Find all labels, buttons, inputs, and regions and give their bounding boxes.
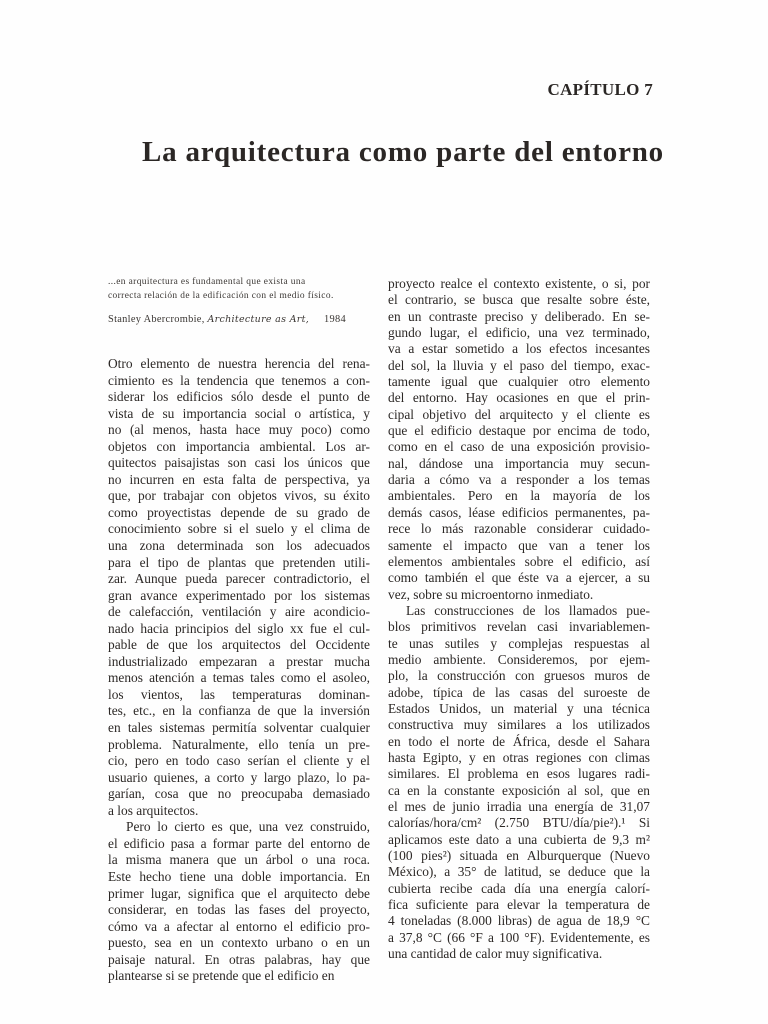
text-line: que, por trabajar con objetos vivos, su éxito xyxy=(108,488,370,504)
text-line: demás casos, léase edificios permanentes, pa- xyxy=(388,504,650,520)
text-line: en todo el norte de África, desde el Sahara xyxy=(388,733,650,749)
text-line: plantearse si se pretende que el edificio en xyxy=(108,968,335,984)
text-line: Otro elemento de nuestra herencia del rena- xyxy=(108,356,370,371)
text-line: no incurren en esta falta de perspectiva, ya xyxy=(108,471,370,487)
text-line: Este hecho tiene una doble importancia. En xyxy=(108,868,370,884)
text-line: elementos ambientales sobre el edificio, así xyxy=(388,553,650,569)
text-line: de calefacción, ventilación y aire acondicio- xyxy=(108,604,370,620)
epigraph-attribution xyxy=(108,313,370,327)
text-line: primer lugar, significa que el arquitecto debe xyxy=(108,885,370,901)
paragraph xyxy=(388,603,650,963)
text-line: blos primitivos revelan casi invariablemen- xyxy=(388,619,650,635)
paragraph xyxy=(108,819,370,984)
right-column-text xyxy=(388,276,650,962)
text-line: el edificio pasa a formar parte del entorno de xyxy=(108,835,370,851)
right-column xyxy=(388,276,650,962)
text-line: la misma manera que un árbol o una roca. xyxy=(108,852,370,868)
epigraph xyxy=(108,275,370,327)
text-line: objetos con importancia ambiental. Los ar- xyxy=(108,438,370,454)
paragraph xyxy=(108,356,370,819)
text-line: va a estar sometido a los efectos incesantes xyxy=(388,341,650,357)
text-line: tes, etc., en la confianza de que la inversión xyxy=(108,703,370,719)
chapter-label: CAPÍTULO 7 xyxy=(547,80,653,99)
text-line: industrializado empezaran a prestar mucha xyxy=(108,653,370,669)
text-line: daria a cómo va a responder a los temas xyxy=(388,472,650,488)
paragraph xyxy=(388,276,650,603)
text-line: plo, la construcción con gruesos muros de xyxy=(388,668,650,684)
text-line: vez, sobre su microentorno inmediato. xyxy=(388,586,594,602)
text-line: cimiento es la tendencia que tenemos a con- xyxy=(108,372,370,388)
epigraph-line: ...en arquitectura es fundamental que exista una xyxy=(108,277,306,287)
text-line: una cantidad de calor muy significativa. xyxy=(388,946,603,962)
text-line: constructiva muy similares a los utilizados xyxy=(388,717,650,733)
text-line: el contrario, se busca que resalte sobre éste, xyxy=(388,292,650,308)
text-line: ca en la constante exposición al sol, que en xyxy=(388,782,650,798)
text-line: conocimiento sobre si el suelo y el clima de xyxy=(108,521,370,537)
text-line: usuario quienes, a corto y largo plazo, lo pa- xyxy=(108,769,370,785)
text-line: Pero lo cierto es que, una vez construido, xyxy=(126,819,370,835)
text-line: cubierta recibe cada día una energía calorí- xyxy=(388,880,650,896)
text-line: para el tipo de plantas que pretenden utili- xyxy=(108,554,370,570)
text-line: gran avance experimentado por los sistemas xyxy=(108,587,370,603)
text-line: una zona determinada son los adecuados xyxy=(108,538,370,554)
text-line: hasta Egipto, y en otras regiones con climas xyxy=(388,749,650,765)
chapter-title: La arquitectura como parte del entorno xyxy=(142,136,664,168)
text-line: pable de que los arquitectos del Occidente xyxy=(108,637,370,653)
text-line: 4 toneladas (8.000 libras) de agua de 18,9 °C xyxy=(388,913,650,929)
text-line: Las construcciones de los llamados pue- xyxy=(406,602,650,618)
text-line: proyecto realce el contexto existente, o si, por xyxy=(388,276,650,291)
text-line: como también el que éste va a ejercer, a su xyxy=(388,570,650,586)
text-line: tamente igual que cualquier otro elemento xyxy=(388,374,650,390)
text-line: nal, dándose una importancia muy secun- xyxy=(388,455,650,471)
text-line: como proyectistas depende de su grado de xyxy=(108,504,370,520)
text-line: el mes de junio irradia una energía de 31,07 xyxy=(388,799,650,814)
text-line: que el edificio destaque por encima de todo, xyxy=(388,423,650,439)
text-line: samente el impacto que van a tener los xyxy=(388,537,650,553)
text-line: cipal objetivo del arquitecto y el cliente es xyxy=(388,406,650,422)
text-line: rece lo más razonable considerar cuidado- xyxy=(388,521,650,537)
epigraph-year: 1984 xyxy=(323,314,346,325)
text-line: menos atención a temas tales como el asoleo, xyxy=(108,670,370,686)
text-line: cio, pero en todo caso serían el cliente y el xyxy=(108,753,370,769)
text-line: medio ambiente. Consideremos, por ejem- xyxy=(388,651,650,667)
left-column-text xyxy=(108,356,370,985)
epigraph-author: Stanley Abercrombie, xyxy=(108,314,205,325)
text-line: quitectos paisajistas son casi los únicos que xyxy=(108,455,370,471)
text-line: adobe, típica de las casas del suroeste de xyxy=(388,684,650,700)
text-line: garían, cosa que no preocupaba demasiado xyxy=(108,786,370,802)
text-line: aplicamos este dato a una cubierta de 9,3 m² xyxy=(388,831,650,847)
text-line: en un contraste preciso y deliberado. En se- xyxy=(388,308,650,324)
text-line: a 37,8 °C (66 °F a 100 °F). Evidentemente, es xyxy=(388,929,650,945)
text-line: a los arquitectos. xyxy=(108,802,199,818)
text-line: gundo lugar, el edificio, una vez terminado, xyxy=(388,325,650,341)
text-line: puesto, sea en un contexto urbano o en un xyxy=(108,935,370,951)
left-column xyxy=(108,275,370,985)
text-line: los vientos, las temperaturas dominan- xyxy=(108,686,370,702)
text-line: Estados Unidos, un material y una técnica xyxy=(388,700,650,716)
text-line: del sol, la lluvia y el paso del tiempo, exac- xyxy=(388,357,650,373)
text-line: zar. Aunque pueda parecer contradictorio, el xyxy=(108,571,370,587)
text-line: vista de su importancia social o artística, y xyxy=(108,405,370,421)
text-line: (100 pies²) situada en Alburquerque (Nuevo xyxy=(388,848,650,864)
text-line: problema. Naturalmente, ello tenía un pre- xyxy=(108,736,370,752)
text-line: similares. El problema en esos lugares radi- xyxy=(388,766,650,782)
text-line: en tales sistemas permitía solventar cualquier xyxy=(108,720,370,736)
text-line: como en el caso de una exposición provisio- xyxy=(388,439,650,455)
text-line: nado hacia principios del siglo xx fue el cul- xyxy=(108,620,370,636)
text-line: ambientales. Pero en la mayoría de los xyxy=(388,488,650,504)
text-line: del entorno. Hay ocasiones en que el prin- xyxy=(388,390,650,406)
text-line: te unas sutiles y complejas respuestas al xyxy=(388,635,650,651)
text-line: no (al menos, hasta hace muy poco) como xyxy=(108,422,370,438)
epigraph-line: correcta relación de la edificación con el medio físico. xyxy=(108,291,334,301)
epigraph-work: Architecture as Art, xyxy=(207,314,310,325)
text-line: considerar, en todas las fases del proyecto, xyxy=(108,902,370,918)
text-line: cómo va a afectar al entorno el edificio pro- xyxy=(108,918,370,934)
text-line: siderar los edificios sólo desde el punto de xyxy=(108,389,370,405)
text-line: paisaje natural. En otras palabras, hay que xyxy=(108,951,370,967)
text-line: calorías/hora/cm² (2.750 BTU/día/pie²).¹ Si xyxy=(388,815,650,831)
text-line: fica suficiente para elevar la temperatura de xyxy=(388,897,650,913)
text-line: México), a 35° de latitud, se deduce que la xyxy=(388,864,650,880)
